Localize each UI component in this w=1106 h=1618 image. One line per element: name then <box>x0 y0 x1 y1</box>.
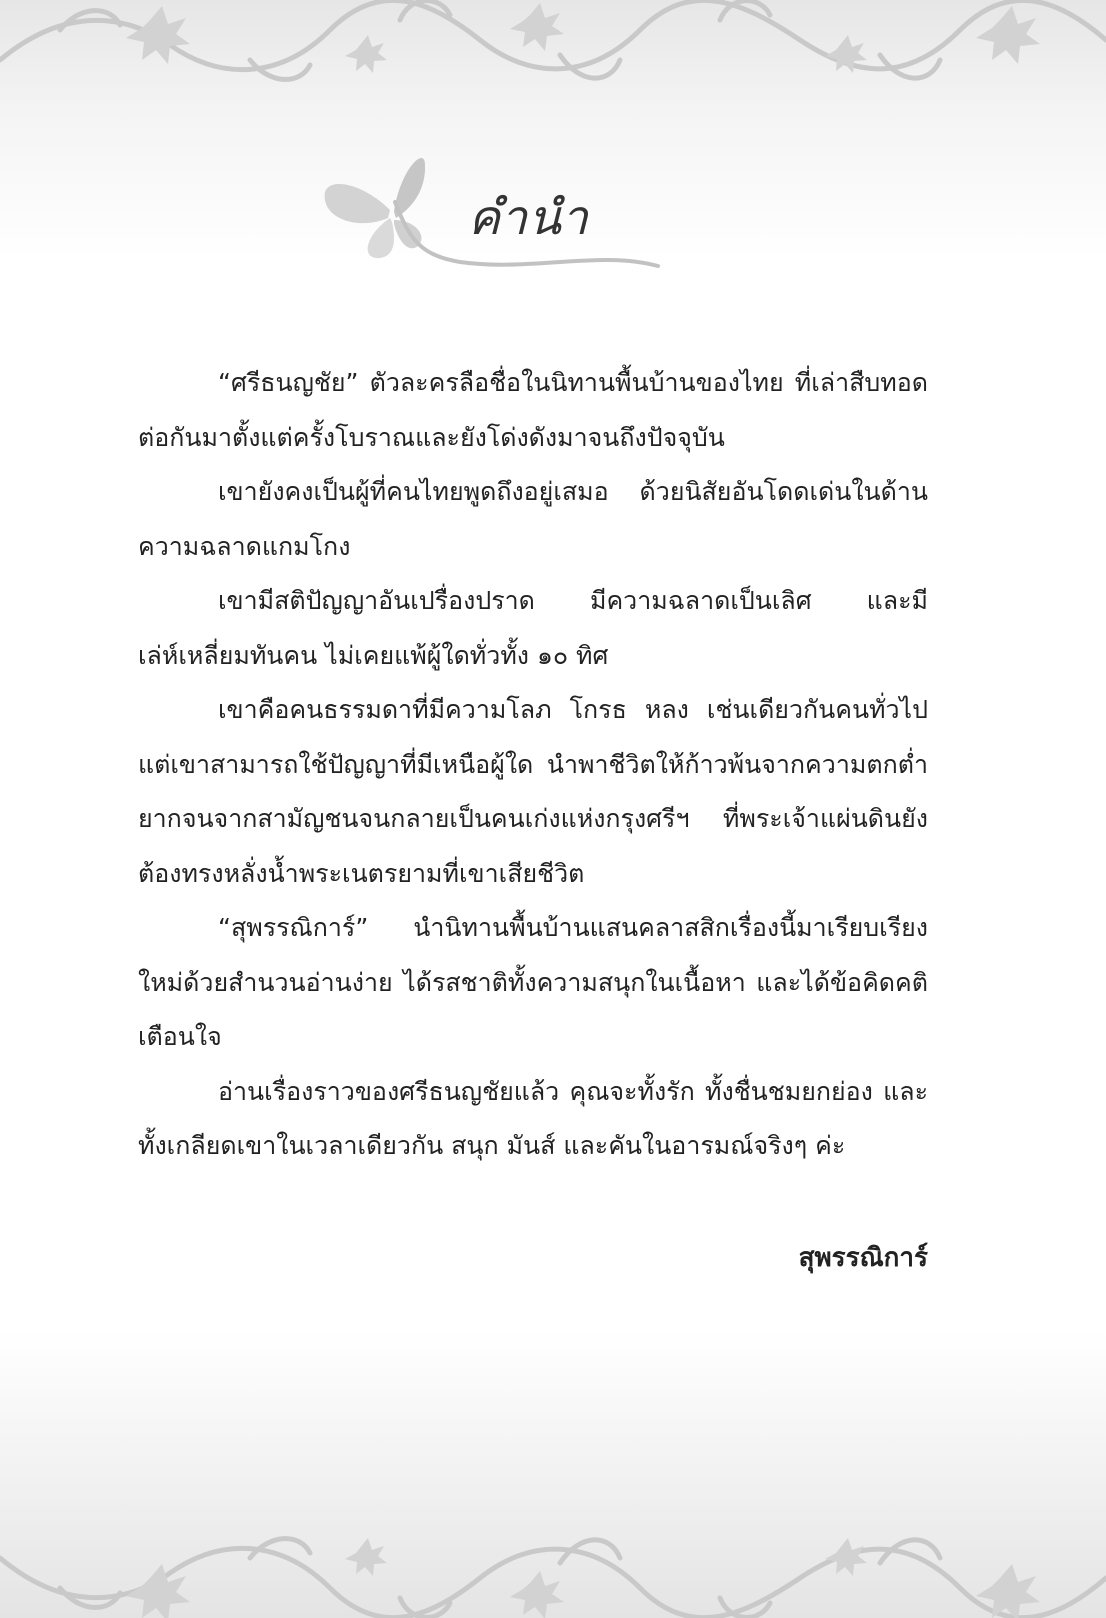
paragraph: “ศรีธนญชัย” ตัวละครลือชื่อในนิทานพื้นบ้านของไทย ที่เล่าสืบทอดต่อกันมาตั้งแต่ครั้งโบราณและยังโด่งดังมาจนถึงปัจจุบัน <box>138 368 928 452</box>
preface-body <box>138 356 928 1174</box>
paragraph: อ่านเรื่องราวของศรีธนญชัยแล้ว คุณจะทั้งรัก ทั้งชื่นชมยกย่อง และทั้งเกลียดเขาในเวลาเดียวกัน สนุก มันส์ และคันในอารมณ์จริงๆ ค่ะ <box>138 1076 928 1160</box>
floral-vine-icon <box>0 1528 1106 1618</box>
floral-vine-icon <box>0 0 1106 90</box>
paragraph: เขาคือคนธรรมดาที่มีความโลภ โกรธ หลง เช่นเดียวกันคนทั่วไป แต่เขาสามารถใช้ปัญญาที่มีเหนือผู้ใด นำพาชีวิตให้ก้าวพ้นจากความตกต่ำยากจนจากสามัญชนจนกลายเป็นคนเก่งแห่งกรุงศรีฯ ที่พระเจ้าแผ่นดินยังต้องทรงหลั่งน้ำพระเนตรยามที่เขาเสียชีวิต <box>138 695 928 888</box>
top-floral-border <box>0 0 1106 90</box>
paragraph: “สุพรรณิการ์” นำนิทานพื้นบ้านแสนคลาสสิกเรื่องนี้มาเรียบเรียงใหม่ด้วยสำนวนอ่านง่าย ได้รสชาติทั้งความสนุกในเนื้อหา และได้ข้อคิดคติเตือนใจ <box>138 913 928 1051</box>
paragraph: เขามีสติปัญญาอันเปรื่องปราด มีความฉลาดเป็นเลิศ และมีเล่ห์เหลี่ยมทันคน ไม่เคยแพ้ผู้ใดทั่วทั้ง ๑๐ ทิศ <box>138 586 928 670</box>
bottom-floral-border <box>0 1528 1106 1618</box>
paragraph: เขายังคงเป็นผู้ที่คนไทยพูดถึงอยู่เสมอ ด้วยนิสัยอันโดดเด่นในด้านความฉลาดแกมโกง <box>138 477 928 561</box>
page-title: คำนำ <box>468 190 589 246</box>
author-signature: สุพรรณิการ์ <box>798 1243 928 1273</box>
